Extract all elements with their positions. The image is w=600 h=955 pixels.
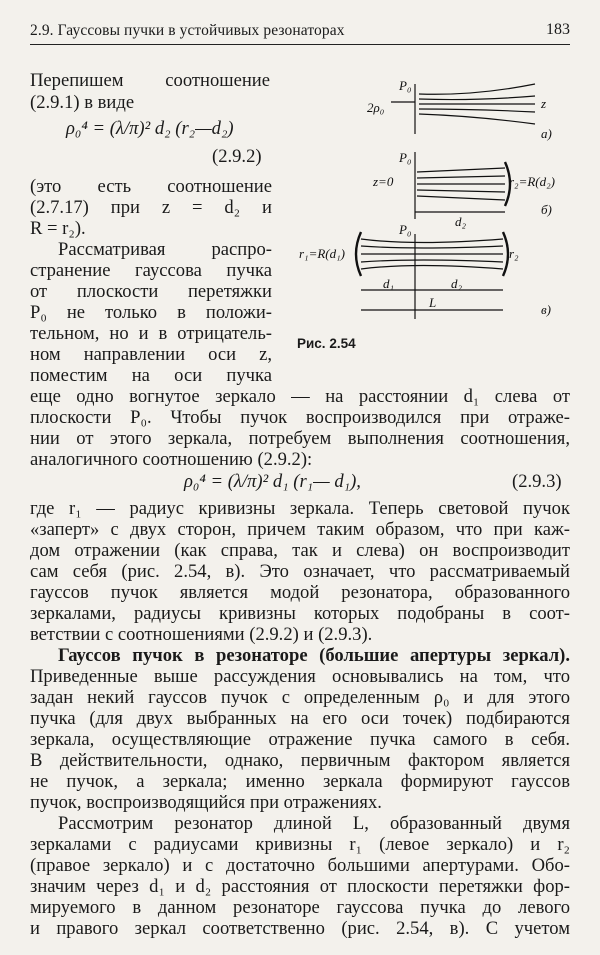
text-line: (правое зеркало) и с достаточно большими апертурами. Обо- <box>30 855 570 876</box>
text-line: еще одно вогнутое зеркало — на расстоянии d₁ слева от <box>30 386 570 407</box>
text-line: не пучок, а зеркала; именно зеркала формируют гауссов <box>30 771 570 792</box>
text-line: и правого зеркал соответственно (рис. 2.54, в). С учетом <box>30 918 570 939</box>
text-line: пучок, воспроизводящийся при отражениях. <box>30 792 382 813</box>
figure-caption: Рис. 2.54 <box>297 336 356 351</box>
text-line: значим через d₁ и d₂ расстояния от плоскости перетяжки фор- <box>30 876 570 897</box>
text-line: зеркала, осуществляющие отражение пучка самого в себя. <box>30 729 570 750</box>
fig-c-d1-label: d₁ <box>383 276 395 291</box>
fig-a-waist-label: 2ρ₀ <box>367 100 385 115</box>
fig-c-r2-label: r₂ <box>509 246 519 261</box>
running-header <box>30 20 570 45</box>
text-line: (2.9.1) в виде <box>30 92 135 113</box>
text-line: Рассматривая распро- <box>58 239 272 260</box>
text-line: аналогичного соотношению (2.9.2): <box>30 449 313 470</box>
text-line: странение гауссова пучка <box>30 260 272 281</box>
text-line: пучка (для двух выбранных на его оси точек) подбираются <box>30 708 570 729</box>
section-title: 2.9. Гауссовы пучки в устойчивых резонаторах <box>30 22 345 39</box>
fig-a-z-label: z <box>541 96 547 111</box>
equation-number: (2.9.2) <box>212 146 262 167</box>
text-line: (это есть соотношение <box>30 176 272 197</box>
page-number: 183 <box>546 21 570 38</box>
fig-b-d-label: d₂ <box>455 214 467 229</box>
fig-a-panel-label: а) <box>541 126 552 141</box>
equation-2-9-3: ρ₀⁴ = (λ/π)² d₁ (r₁— d₁), <box>184 471 361 492</box>
fig-b-z0-label: z=0 <box>373 174 394 189</box>
text-line: мируемого в данном резонаторе гауссова пучка до левого <box>30 897 570 918</box>
figure-2-54 <box>295 74 570 334</box>
equation-number: (2.9.3) <box>512 471 562 492</box>
text-line: Рассмотрим резонатор длиной L, образованный двумя <box>58 813 570 834</box>
text-line: Приведенные выше рассуждения основывались на том, что <box>30 666 570 687</box>
equation-2-9-2: ρ₀⁴ = (λ/π)² d₂ (r₂—d₂) <box>66 118 234 139</box>
text-line: тельном, но и в отрицатель- <box>30 323 272 344</box>
text-line: плоскости P₀. Чтобы пучок воспроизводился при отраже- <box>30 407 570 428</box>
text-line: Перепишем соотношение <box>30 70 270 91</box>
section-heading: Гауссов пучок в резонаторе (большие апертуры зеркал). <box>58 645 570 666</box>
fig-c-L-label: L <box>429 295 437 310</box>
fig-b-p0-label: P₀ <box>399 150 412 165</box>
text-line: от плоскости перетяжки <box>30 281 272 302</box>
text-line: дом отражении (как справа, так и слева) он воспроизводит <box>30 540 570 561</box>
text-line: P₀ не только в положи- <box>30 302 272 323</box>
text-line: где r₁ — радиус кривизны зеркала. Теперь световой пучок <box>30 498 570 519</box>
fig-c-d2-label: d₂ <box>451 276 463 291</box>
text-line: В действительности, однако, первичным фактором является <box>30 750 570 771</box>
fig-b-panel-label: б) <box>541 202 552 217</box>
text-line: зеркалами с радиусами кривизны r₁ (левое зеркало) и r₂ <box>30 834 570 855</box>
fig-a-p0-label: P₀ <box>399 78 412 93</box>
text-line: зеркалами, радиусы кривизны которых подобраны в соот- <box>30 603 570 624</box>
text-line: гауссов пучок является модой резонатора, образованного <box>30 582 570 603</box>
text-line: нии от этого зеркала, потребуем выполнения соотношения, <box>30 428 570 449</box>
text-line: сам себя (рис. 2.54, в). Это означает, что рассматриваемый <box>30 561 570 582</box>
text-line: ном направлении оси z, <box>30 344 272 365</box>
text-line: R = r₂). <box>30 218 86 239</box>
text-line: ветствии с соотношениями (2.9.2) и (2.9.3). <box>30 624 373 645</box>
text-line: (2.7.17) при z = d₂ и <box>30 197 272 218</box>
text-line: «заперт» с двух сторон, причем таким образом, что при каж- <box>30 519 570 540</box>
fig-c-r1-label: r₁=R(d₁) <box>299 246 345 261</box>
fig-c-p0-label: P₀ <box>399 222 412 237</box>
text-line: задан некий гауссов пучок с определенным ρ₀ и для этого <box>30 687 570 708</box>
fig-c-panel-label: в) <box>541 302 551 317</box>
text-line: поместим на оси пучка <box>30 365 272 386</box>
fig-b-r-label: r₂=R(d₂) <box>509 174 555 189</box>
